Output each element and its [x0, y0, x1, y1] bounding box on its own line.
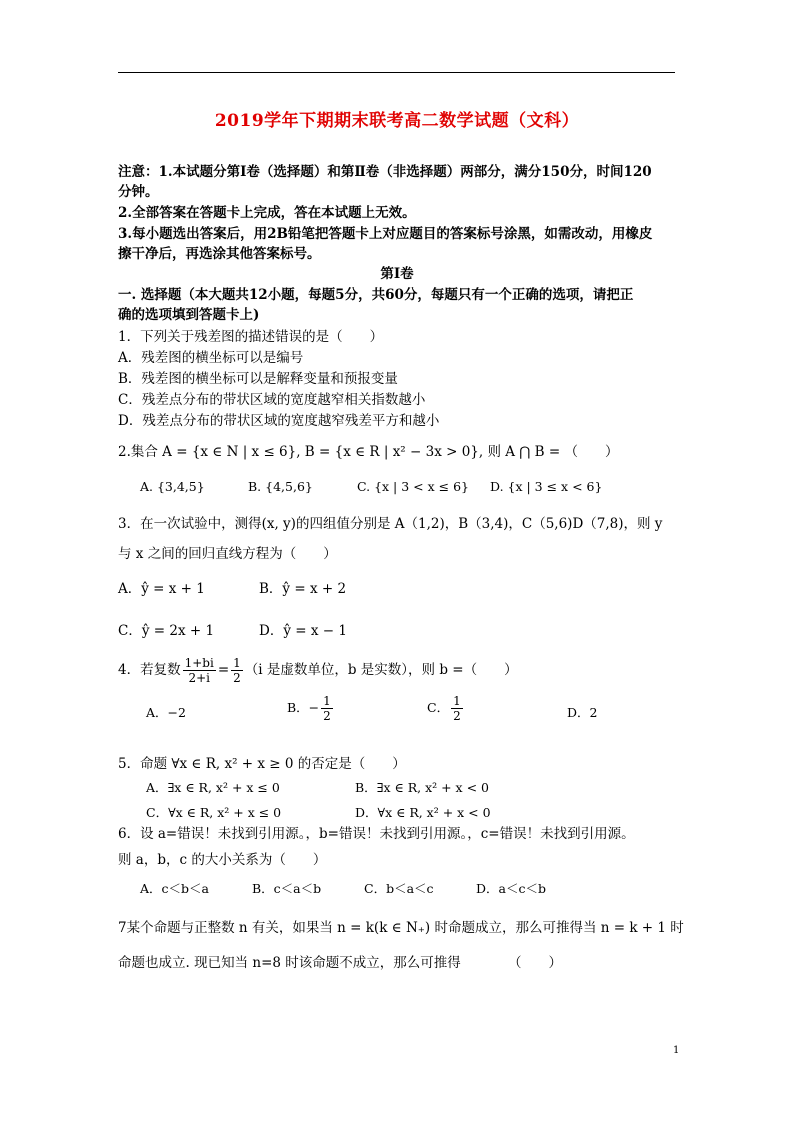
q4-fraction	[183, 656, 216, 685]
q4-half-den: 2	[233, 671, 241, 685]
q6-option-a: A．c＜b＜a	[140, 881, 209, 896]
q1-option-d: D．残差点分布的带状区域的宽度越窄残差平方和越小	[118, 413, 440, 429]
q3-option-d: D．ŷ = x − 1	[259, 623, 347, 639]
q6-stem-1: 6．设 a=错误！未找到引用源。，b=错误！未找到引用源。，c=错误！未找到引用源。	[118, 826, 635, 842]
q4-suffix: （i 是虚数单位，b 是实数），则 b =（ ）	[244, 662, 518, 678]
header-rule	[118, 72, 675, 73]
q5-option-c: C．∀x ∈ R, x² + x ≤ 0	[146, 805, 282, 820]
q4-option-a: A．−2	[146, 705, 186, 720]
part1-line-2: 确的选项填到答题卡上)	[118, 307, 260, 323]
q4-prefix: 4．若复数	[118, 662, 181, 678]
page-title: 2019学年下期期末联考高二数学试题（文科）	[214, 111, 580, 131]
q2-option-d: D. {x | 3 ≤ x < 6}	[490, 479, 603, 494]
note-line-4: 3.每小题选出答案后，用2B铅笔把答题卡上对应题目的答案标号涂黑，如需改动，用橡皮	[118, 226, 653, 242]
q3-option-a: A．ŷ = x + 1	[118, 581, 205, 597]
q7-stem-1: 7某个命题与正整数 n 有关，如果当 n = k(k ∈ N₊) 时命题成立，那么可推得当 n = k + 1 时	[118, 920, 684, 936]
part1-line-1: 一. 选择题（本大题共12小题，每题5分，共60分，每题只有一个正确的选项，请把正	[118, 287, 634, 303]
q4-frac-num: 1+bi	[184, 656, 214, 670]
q4-option-b-den: 2	[323, 709, 331, 723]
q4-option-c-den: 2	[453, 709, 461, 723]
q6-option-d: D．a＜c＜b	[476, 881, 546, 896]
q4-equals: =	[217, 662, 230, 678]
q1-stem: 1．下列关于残差图的描述错误的是（ ）	[118, 329, 384, 345]
q4-option-c-label: C．	[427, 700, 450, 715]
q1-option-c: C．残差点分布的带状区域的宽度越窄相关指数越小	[118, 392, 426, 408]
q3-option-b: B．ŷ = x + 2	[259, 581, 347, 597]
note-line-3: 2.全部答案在答题卡上完成，答在本试题上无效。	[118, 205, 416, 221]
q4-stem	[118, 656, 518, 685]
q2-option-a: A. {3,4,5}	[140, 479, 205, 494]
note-line-2: 分钟。	[118, 184, 159, 200]
q4-option-c-num: 1	[453, 694, 461, 708]
q5-option-d: D．∀x ∈ R, x² + x < 0	[355, 805, 491, 820]
q4-option-b-frac	[321, 694, 333, 723]
q2-stem: 2.集合 A = {x ∈ N | x ≤ 6}, B = {x ∈ R | x² − 3x > 0}, 则 A ⋂ B = （ ）	[118, 444, 619, 460]
section-title: 第Ⅰ卷	[380, 266, 414, 282]
page-number: 1	[673, 1045, 680, 1056]
q3-option-c: C．ŷ = 2x + 1	[118, 623, 215, 639]
q4-option-c-frac	[451, 694, 463, 723]
q4-half	[231, 656, 243, 685]
q4-option-b-label: B．−	[287, 700, 320, 715]
q6-stem-2: 则 a，b，c 的大小关系为（ ）	[118, 852, 327, 868]
q4-option-b	[287, 694, 335, 723]
q4-option-c	[427, 694, 465, 723]
q5-stem: 5．命题 ∀x ∈ R, x² + x ≥ 0 的否定是（ ）	[118, 756, 406, 772]
q1-option-a: A．残差图的横坐标可以是编号	[118, 350, 304, 366]
q4-half-num: 1	[233, 656, 241, 670]
q2-option-b: B. {4,5,6}	[248, 479, 313, 494]
note-line-5: 擦干净后，再选涂其他答案标号。	[118, 246, 321, 262]
q3-stem-2: 与 x 之间的回归直线方程为（ ）	[118, 546, 337, 562]
q5-option-a: A．∃x ∈ R, x² + x ≤ 0	[146, 780, 280, 795]
q4-option-d: D．2	[567, 705, 598, 720]
q6-option-c: C．b＜a＜c	[364, 881, 434, 896]
q4-option-b-num: 1	[323, 694, 331, 708]
q6-option-b: B．c＜a＜b	[252, 881, 322, 896]
q7-stem-2: 命题也成立. 现已知当 n=8 时该命题不成立，那么可推得 （ ）	[118, 955, 563, 971]
q5-option-b: B．∃x ∈ R, x² + x < 0	[355, 780, 489, 795]
q4-frac-den: 2+i	[188, 671, 210, 685]
q3-stem-1: 3．在一次试验中，测得(x, y)的四组值分别是 A（1,2)，B（3,4)，C（5,6)D（7,8)，则 y	[118, 516, 663, 532]
q2-option-c: C. {x | 3 < x ≤ 6}	[357, 479, 469, 494]
q1-option-b: B．残差图的横坐标可以是解释变量和预报变量	[118, 371, 398, 387]
note-line-1: 注意：1.本试题分第Ⅰ卷（选择题）和第Ⅱ卷（非选择题）两部分，满分150分，时间120	[118, 164, 652, 180]
